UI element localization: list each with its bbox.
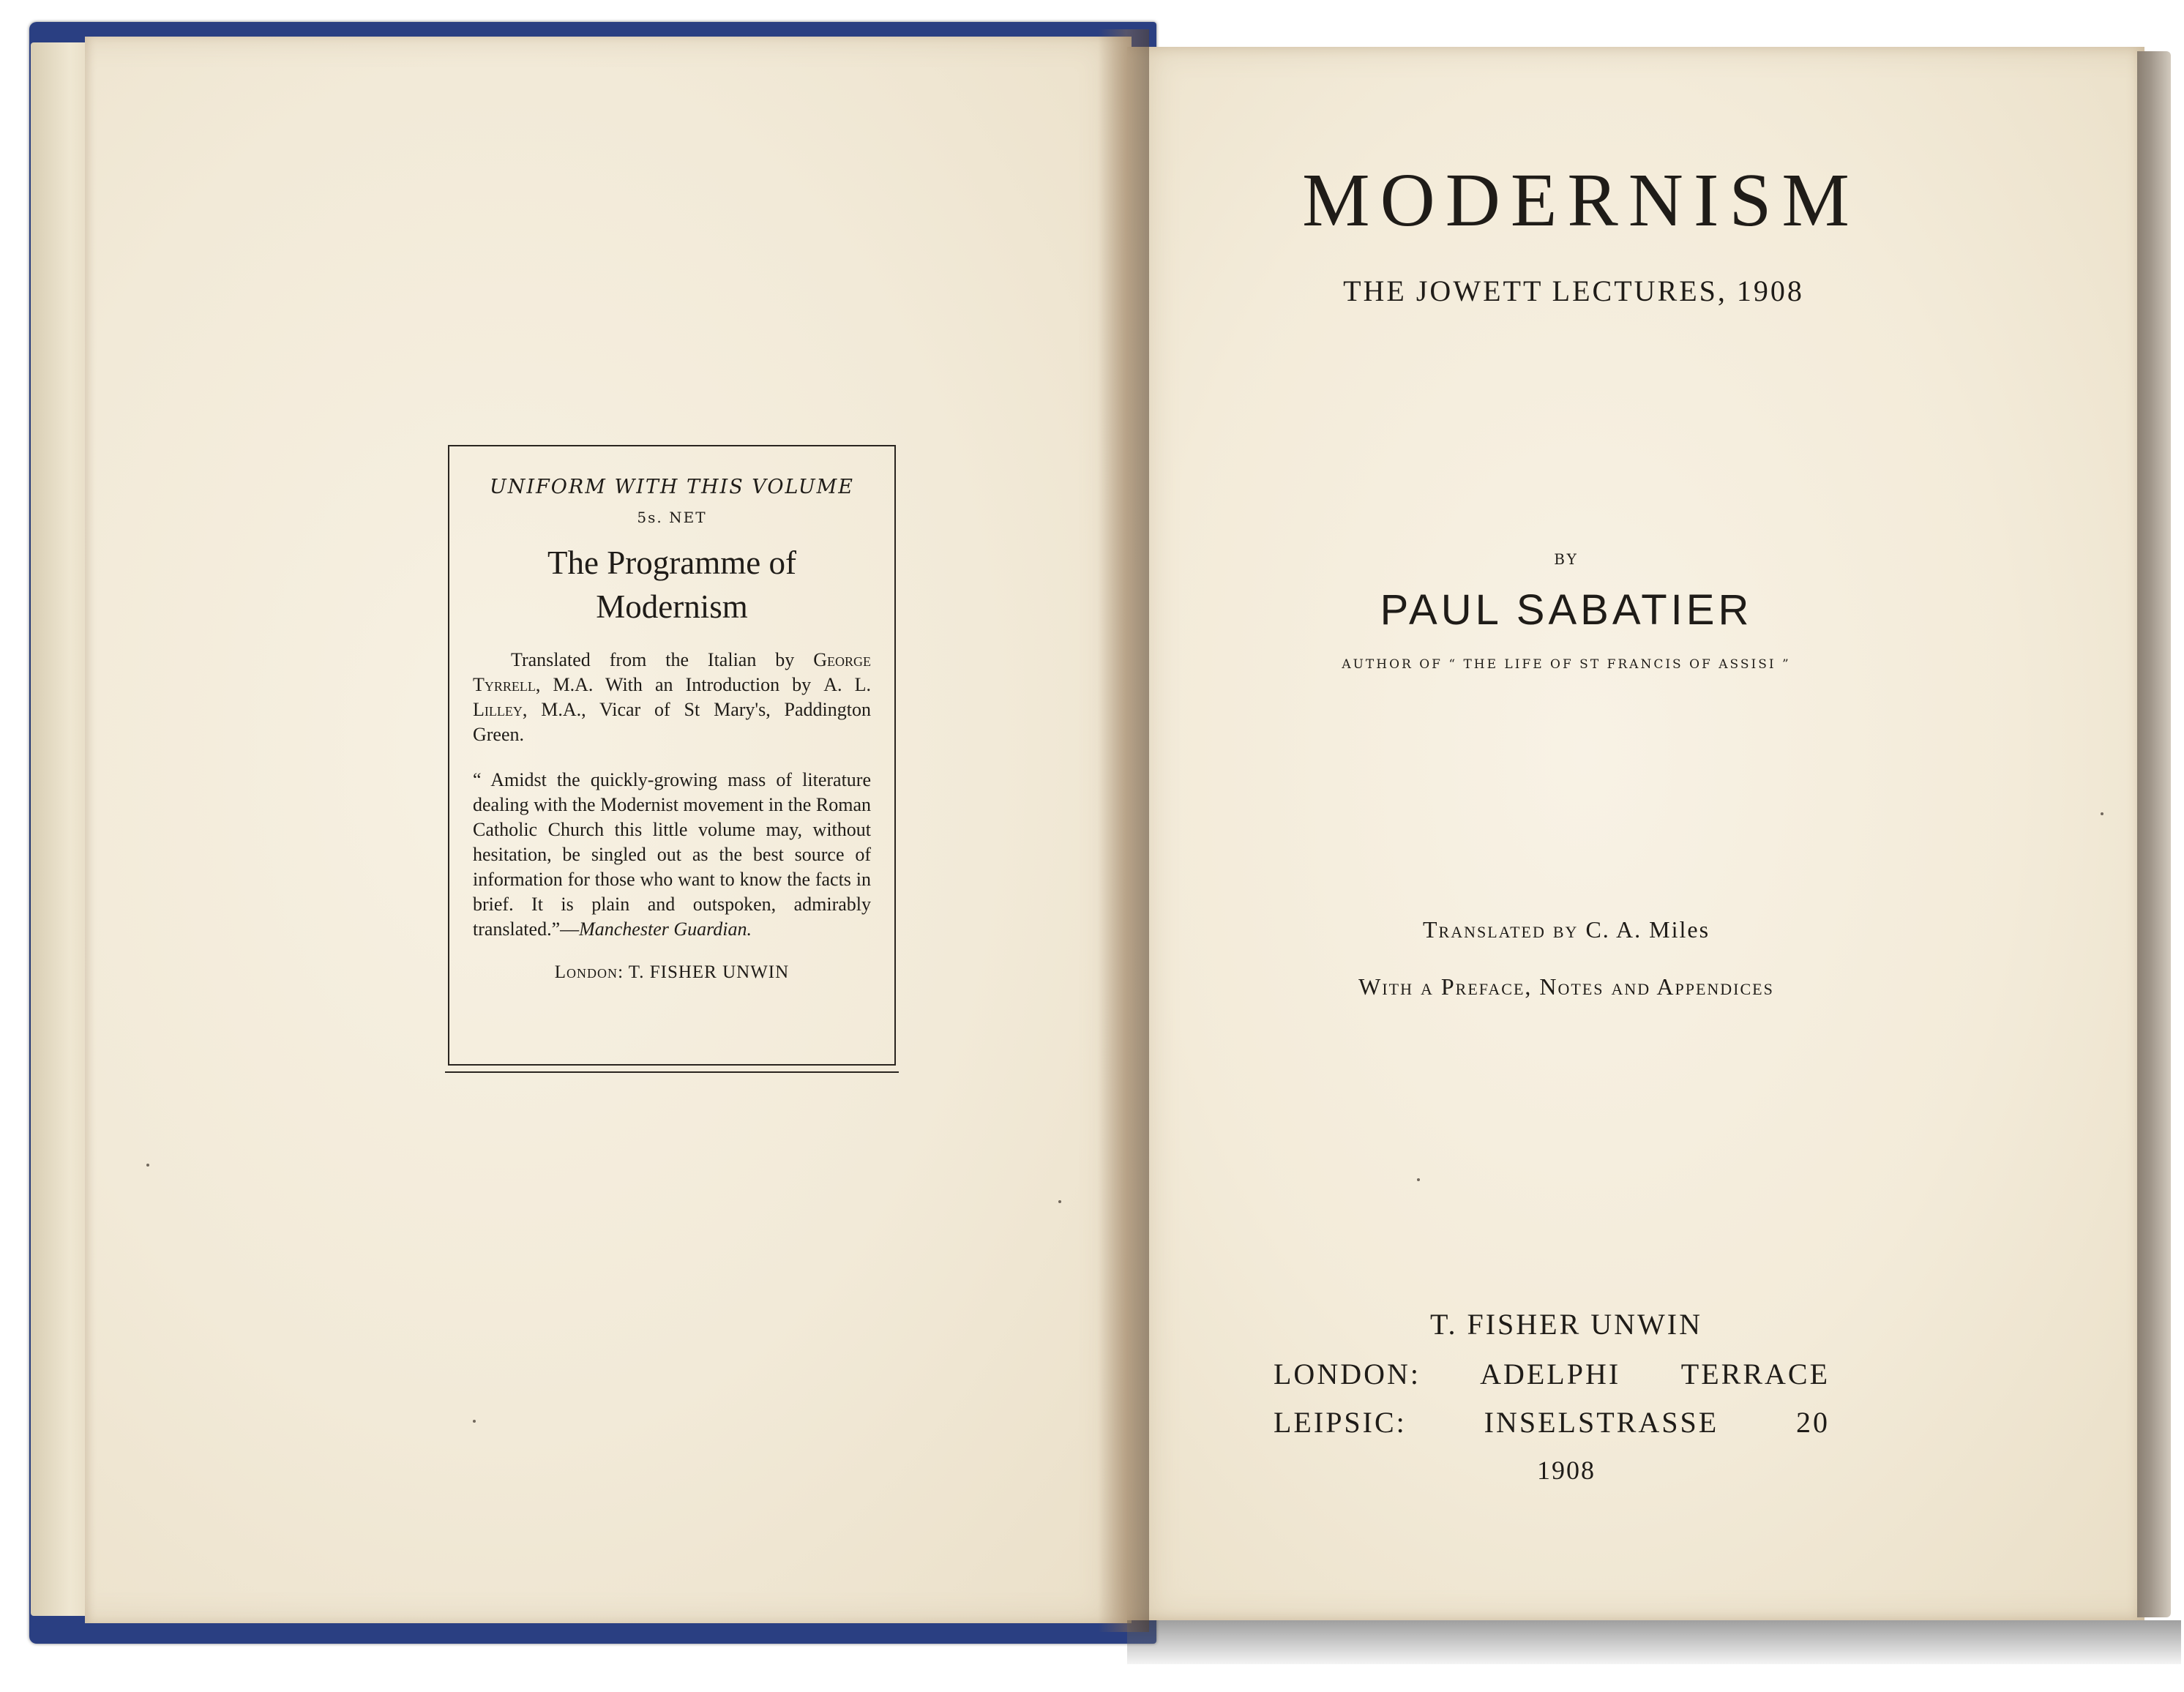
ad-introducer-suffix: , M.A., Vicar of St Mary's, Paddington Green. (473, 699, 871, 745)
ad-uniform-line: UNIFORM WITH THIS VOLUME (489, 476, 855, 498)
translator-line (1215, 916, 1918, 943)
ad-quote-source: Manchester Guardian. (579, 918, 752, 940)
ad-book-title (473, 541, 871, 629)
book-subtitle: THE JOWETT LECTURES, 1908 (1343, 274, 1804, 307)
ad-book-title-line1: The Programme of (547, 544, 796, 581)
fore-edge (2137, 51, 2171, 1617)
ad-translator-suffix: , M.A. With an Introduction by (535, 674, 824, 695)
advertisement-box (448, 445, 896, 1066)
paper-speck (473, 1420, 476, 1423)
ad-review-quote (473, 768, 871, 942)
paper-speck (1417, 1178, 1420, 1181)
advertisement-content (473, 476, 871, 983)
publisher-london: LONDON: ADELPHI TERRACE (1274, 1358, 1830, 1390)
paper-speck (146, 1164, 149, 1167)
ad-publisher: : T. FISHER UNWIN (618, 962, 790, 982)
ad-translated-from: Translated from the Italian by (511, 649, 795, 670)
book-title: MODERNISM (1302, 158, 1860, 242)
author-credit: AUTHOR OF “ THE LIFE OF ST FRANCIS OF ASSISI ” (1342, 657, 1791, 672)
ad-price: 5s. NET (637, 509, 707, 526)
author-name: PAUL SABATIER (1380, 586, 1753, 634)
paper-speck (1058, 1200, 1061, 1203)
by-label: BY (1554, 550, 1579, 568)
translated-label: Translated by (1422, 916, 1579, 943)
ad-london-label: London (554, 962, 618, 982)
bottom-shadow (1127, 1620, 2181, 1664)
preface-line: With a Preface, Notes and Appendices (1358, 973, 1774, 1000)
publication-year: 1908 (1537, 1456, 1596, 1485)
ad-introducer: A. L. Lilley (473, 674, 871, 720)
ad-book-title-line2: Modernism (596, 588, 748, 625)
book-gutter (1098, 29, 1149, 1632)
ad-translation-note (473, 648, 871, 747)
ad-translator: George Tyrrell (473, 649, 871, 695)
ad-quote-text: “ Amidst the quickly-growing mass of literature dealing with the Modernist movement in the Roman Catholic Church this little volume may, without hesitation, be singled out as the best source of information for those who want to know the facts in brief. It is plain and outspoken, admirably translated.”— (473, 769, 871, 940)
ad-publisher-line (473, 962, 871, 983)
publisher-name: T. FISHER UNWIN (1429, 1308, 1702, 1341)
publisher-leipsic: LEIPSIC: INSELSTRASSE 20 (1274, 1406, 1830, 1439)
translator-name: C. A. Miles (1585, 916, 1710, 943)
paper-speck (2101, 812, 2103, 815)
